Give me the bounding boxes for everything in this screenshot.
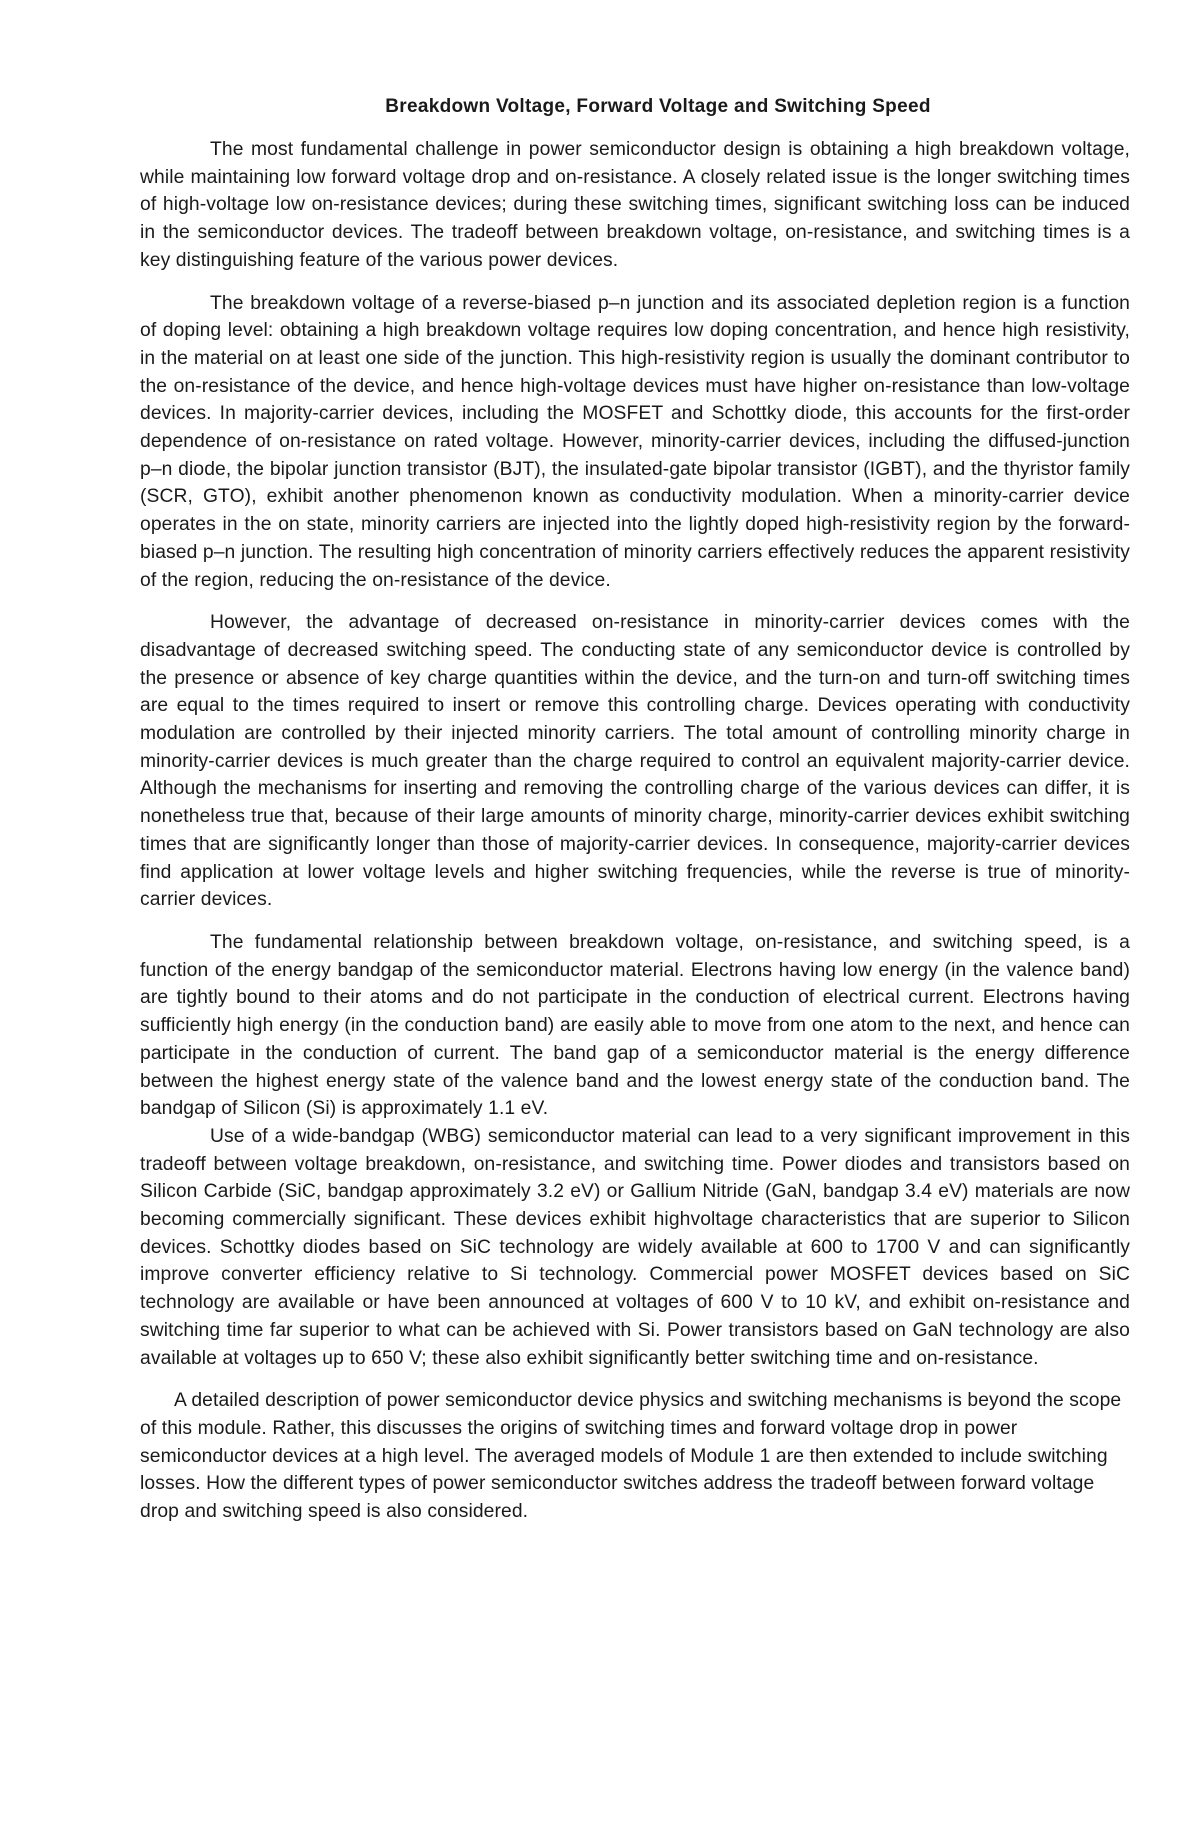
paragraph-5: Use of a wide-bandgap (WBG) semiconductor material can lead to a very significant improvement in this tradeoff between voltage breakdown, on-resistance, and switching time. Power diodes and transistors based on Silicon Carbide (SiC, bandgap approximately 3.2 eV) or Gallium Nitride (GaN, bandgap 3.4 eV) materials are now becoming commercially significant. These devices exhibit highvoltage characteristics that are superior to Silicon devices. Schottky diodes based on SiC technology are widely available at 600 to 1700 V and can significantly improve converter efficiency relative to Si technology. Commercial power MOSFET devices based on SiC technology are available or have been announced at voltages of 600 V to 10 kV, and exhibit on-resistance and switching time far superior to what can be achieved with Si. Power transistors based on GaN technology are also available at voltages up to 650 V; these also exhibit significantly better switching time and on-resistance. [140, 1125, 1130, 1369]
paragraph-6: A detailed description of power semiconductor device physics and switching mechanisms is beyond the scope of this module. Rather, this discusses the origins of switching times and forward voltage drop in power semiconductor devices at a high level. The averaged models of Module 1 are then extended to include switching losses. How the different types of power semiconductor switches address the tradeoff between forward voltage drop and switching speed is also considered. [140, 1390, 1122, 1523]
paragraph-2: The breakdown voltage of a reverse-biased p–n junction and its associated depletion region is a function of doping level: obtaining a high breakdown voltage requires low doping concentration, and hence high resistivity, in the material on at least one side of the junction. This high-resistivity region is usually the dominant contributor to the on-resistance of the device, and hence high-voltage devices must have higher on-resistance than low-voltage devices. In majority-carrier devices, including the MOSFET and Schottky diode, this accounts for the first-order dependence of on-resistance on rated voltage. However, minority-carrier devices, including the diffused-junction p–n diode, the bipolar junction transistor (BJT), the insulated-gate bipolar transistor (IGBT), and the thyristor family (SCR, GTO), exhibit another phenomenon known as conductivity modulation. When a minority-carrier device operates in the on state, minority carriers are injected into the lightly doped high-resistivity region by the forward-biased p–n junction. The resulting high concentration of minority carriers effectively reduces the apparent resistivity of the region, reducing the on-resistance of the device. [140, 292, 1130, 591]
document-page [140, 92, 1130, 1541]
paragraph-1: The most fundamental challenge in power semiconductor design is obtaining a high breakdown voltage, while maintaining low forward voltage drop and on-resistance. A closely related issue is the longer switching times of high-voltage low on-resistance devices; during these switching times, significant switching loss can be induced in the semiconductor devices. The tradeoff between breakdown voltage, on-resistance, and switching times is a key distinguishing feature of the various power devices. [140, 139, 1130, 271]
document-title: Breakdown Voltage, Forward Voltage and Switching Speed [385, 96, 931, 117]
paragraph-4: The fundamental relationship between breakdown voltage, on-resistance, and switching speed, is a function of the energy bandgap of the semiconductor material. Electrons having low energy (in the valence band) are tightly bound to their atoms and do not participate in the conduction of electrical current. Electrons having sufficiently high energy (in the conduction band) are easily able to move from one atom to the next, and hence can participate in the conduction of current. The band gap of a semiconductor material is the energy difference between the highest energy state of the valence band and the lowest energy state of the conduction band. The bandgap of Silicon (Si) is approximately 1.1 eV. [140, 931, 1130, 1120]
paragraph-3: However, the advantage of decreased on-resistance in minority-carrier devices comes with the disadvantage of decreased switching speed. The conducting state of any semiconductor device is controlled by the presence or absence of key charge quantities within the device, and the turn-on and turn-off switching times are equal to the times required to insert or remove this controlling charge. Devices operating with conductivity modulation are controlled by their injected minority carriers. The total amount of controlling minority charge in minority-carrier devices is much greater than the charge required to control an equivalent majority-carrier device. Although the mechanisms for inserting and removing the controlling charge of the various devices can differ, it is nonetheless true that, because of their large amounts of minority charge, minority-carrier devices exhibit switching times that are significantly longer than those of majority-carrier devices. In consequence, majority-carrier devices find application at lower voltage levels and higher switching frequencies, while the reverse is true of minority-carrier devices. [140, 612, 1130, 911]
